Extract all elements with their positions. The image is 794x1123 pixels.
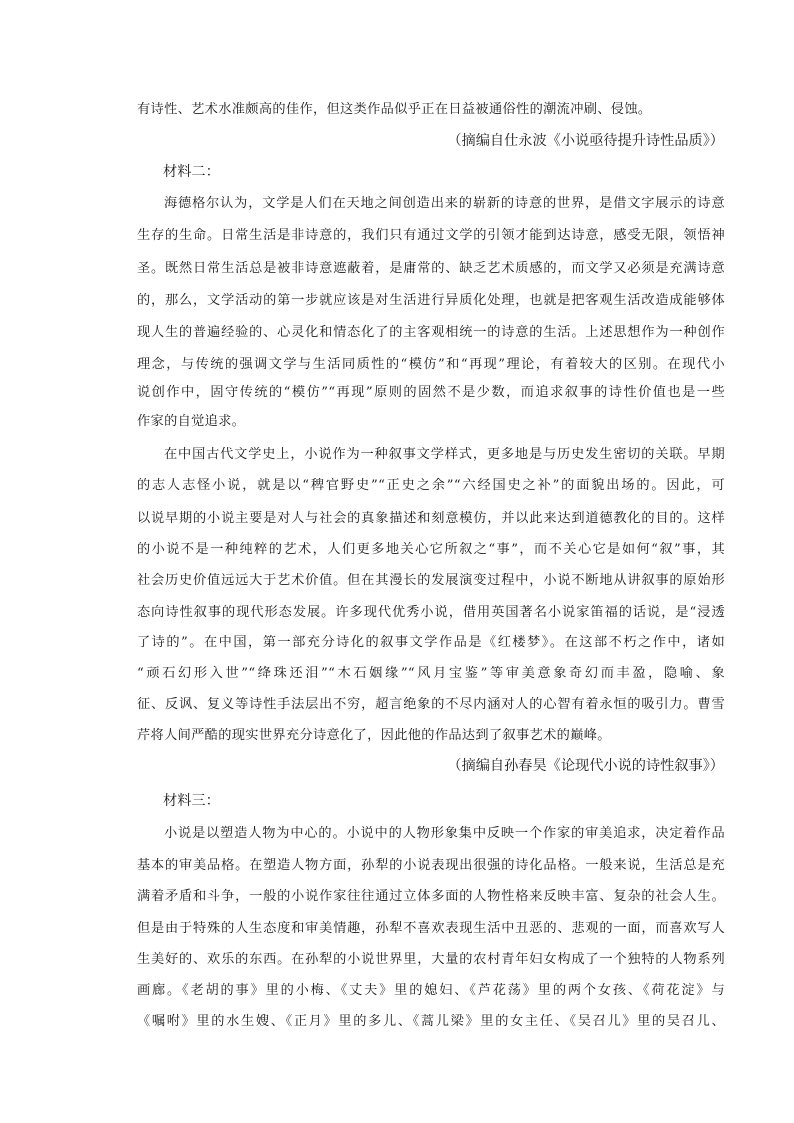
paragraph-line: 了诗的”。在中国，第一部充分诗化的叙事文学作品是《红楼梦》。在这部不朽之作中，诸如 [137, 635, 725, 650]
paragraph-line: 理念，与传统的强调文学与生活同质性的“模仿”和“再现”理论，有着较大的区别。在现代小 [137, 357, 725, 372]
paragraph-line: 征、反讽、复义等诗性手法层出不穷，超言绝象的不尽内涵对人的心智有着永恒的吸引力。曹雪 [137, 697, 725, 712]
paragraph-line: 的小说不是一种纯粹的艺术，人们更多地关心它所叙之“事”，而不关心它是如何“叙”事，其 [137, 542, 725, 557]
paragraph-line: 说创作中，固守传统的“模仿”“再现”原则的固然不是少数，而追求叙事的诗性价值也是一些 [137, 385, 725, 400]
heading-material-three: 材料三： [163, 793, 220, 809]
paragraph-line: 圣。既然日常生活总是被非诗意遮蔽着，是庸常的、缺乏艺术质感的，而文学又必须是充满诗意 [137, 261, 725, 276]
paragraph-line: “顽石幻形入世”“绛珠还泪”“木石姻缘”“风月宝鉴”等审美意象奇幻而丰盈，隐喻、象 [137, 666, 725, 681]
paragraph-line: 满着矛盾和斗争，一般的小说作家往往通过立体多面的人物性格来反映丰富、复杂的社会人生。 [137, 889, 725, 904]
paragraph-line: 生美好的、欢乐的东西。在孙犁的小说世界里，大量的农村青年妇女构成了一个独特的人物系列 [137, 952, 725, 967]
paragraph-line: 画廊。《老胡的事》里的小梅、《丈夫》里的媳妇、《芦花荡》里的两个女孩、《荷花淀》与 [137, 983, 725, 998]
paragraph-line: 海德格尔认为，文学是人们在天地之间创造出来的崭新的诗意的世界，是借文字展示的诗意 [164, 196, 725, 211]
paragraph-line: 以说早期的小说主要是对人与社会的真象描述和刻意模仿，并以此来达到道德教化的目的。这样 [137, 511, 725, 526]
paragraph-line: 的，那么，文学活动的第一步就应该是对生活进行异质化处理，也就是把客观生活改造成能够体 [137, 293, 725, 308]
paragraph-line: 《嘱咐》里的水生嫂、《正月》里的多儿、《蒿儿梁》里的女主任、《吴召儿》里的吴召儿、 [137, 1014, 725, 1029]
paragraph-line: 小说是以塑造人物为中心的。小说中的人物形象集中反映一个作家的审美追求，决定着作品 [164, 826, 725, 841]
paragraph-line: 基本的审美品格。在塑造人物方面，孙犁的小说表现出很强的诗化品格。一般来说，生活总是充 [137, 858, 725, 873]
paragraph-line: 芹将人间严酷的现实世界充分诗意化了，因此他的作品达到了叙事艺术的巅峰。 [137, 728, 611, 743]
heading-material-two: 材料二： [163, 164, 220, 180]
paragraph-line: 社会历史价值远远大于艺术价值。但在其漫长的发展演变过程中，小说不断地从讲叙事的原始形 [137, 573, 725, 588]
paragraph-line: 生存的生命。日常生活是非诗意的，我们只有通过文学的引领才能到达诗意，感受无限，领悟神 [137, 228, 725, 243]
citation-material-one: （摘编自仕永波《小说亟待提升诗性品质》） [447, 133, 724, 149]
citation-material-two: （摘编自孙春昊《论现代小说的诗性叙事》） [447, 758, 724, 774]
paragraph-line: 的志人志怪小说，就是以“稗官野史”“正史之余”“六经国史之补”的面貌出场的。因此，可 [137, 478, 725, 493]
paragraph-continuation-line: 有诗性、艺术水准颇高的佳作，但这类作品似乎正在日益被通俗性的潮流冲刷、侵蚀。 [137, 102, 652, 117]
paragraph-line: 态向诗性叙事的现代形态发展。许多现代优秀小说，借用英国著名小说家笛福的话说，是“浸透 [137, 605, 725, 620]
paragraph-line: 作家的自觉追求。 [137, 414, 246, 429]
paragraph-line: 现人生的普遍经验的、心灵化和情态化了的主客观相统一的诗意的生活。上述思想作为一种创作 [137, 325, 725, 340]
paragraph-line: 在中国古代文学史上，小说作为一种叙事文学样式，更多地是与历史发生密切的关联。早期 [164, 447, 725, 462]
paragraph-line: 但是由于特殊的人生态度和审美情趣，孙犁不喜欢表现生活中丑恶的、悲观的一面，而喜欢写人 [137, 921, 725, 936]
